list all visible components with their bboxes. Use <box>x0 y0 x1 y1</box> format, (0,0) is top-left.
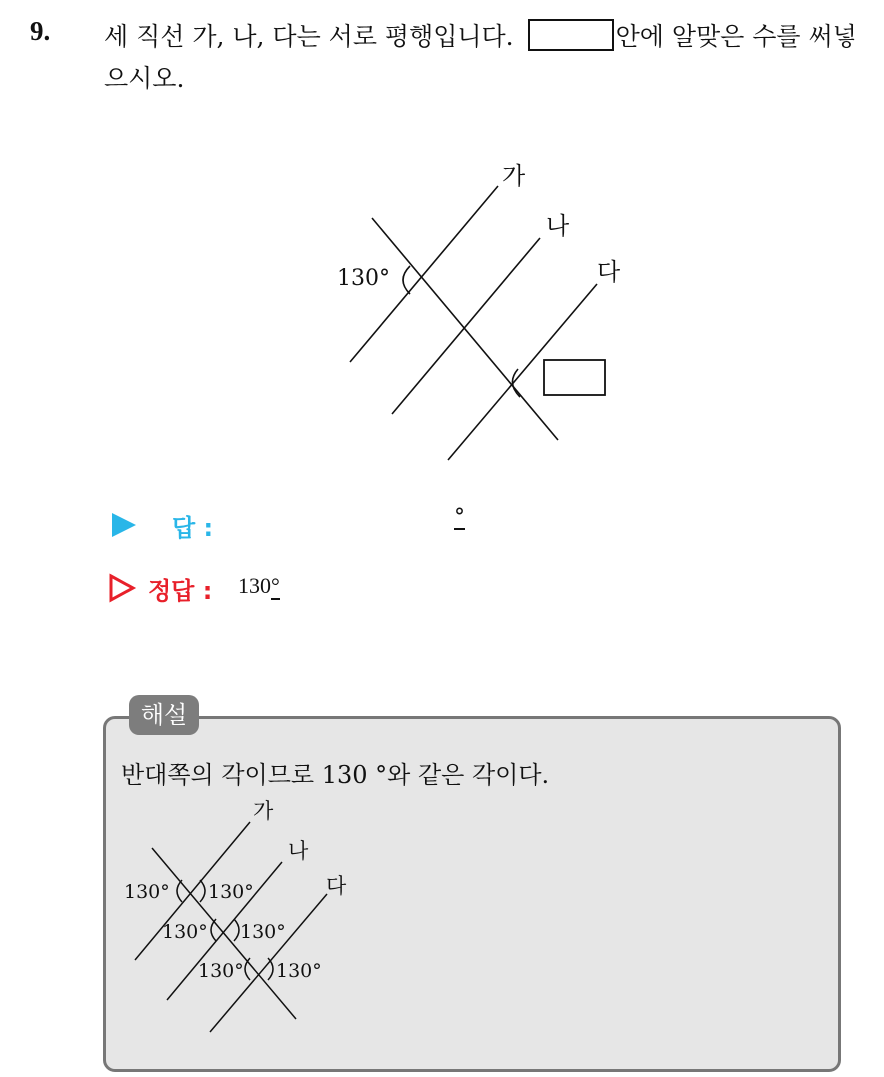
line-label-na: 나 <box>546 212 570 240</box>
exp-line-label-da: 다 <box>326 874 347 898</box>
explanation-text: 반대쪽의 각이므로 130 °와 같은 각이다. <box>121 761 550 789</box>
exp-line-label-na: 나 <box>288 839 309 863</box>
correct-label: 정답 : <box>148 577 213 605</box>
exp-arc-3r <box>268 958 273 980</box>
exp-angle-label: 130° <box>276 960 322 982</box>
correct-value-unit: ° <box>271 573 280 598</box>
exp-angle-label: 130° <box>208 881 254 903</box>
exp-angle-label: 130° <box>198 960 244 982</box>
exp-angle-label: 130° <box>124 881 170 903</box>
explanation-tab: 해설 <box>129 695 199 735</box>
answer-unit: ° <box>454 505 465 530</box>
answer-label: 답 : <box>172 514 214 542</box>
exp-arc-1r <box>200 880 205 902</box>
given-angle-label: 130° <box>337 266 390 291</box>
exp-angle-label: 130° <box>240 921 286 943</box>
question-text-before: 세 직선 가, 나, 다는 서로 평행입니다. <box>104 22 514 51</box>
question-text-after: 안에 알맞은 수를 써넣으시오. <box>104 22 857 93</box>
line-label-da: 다 <box>597 258 621 286</box>
exp-line-label-ga: 가 <box>253 799 274 823</box>
exp-angle-label: 130° <box>162 921 208 943</box>
question-number: 9. <box>30 16 51 46</box>
line-label-ga: 가 <box>502 162 526 190</box>
exp-arc-3l <box>245 958 250 980</box>
exp-arc-2r <box>234 919 239 941</box>
correct-value-number: 130 <box>238 573 271 598</box>
